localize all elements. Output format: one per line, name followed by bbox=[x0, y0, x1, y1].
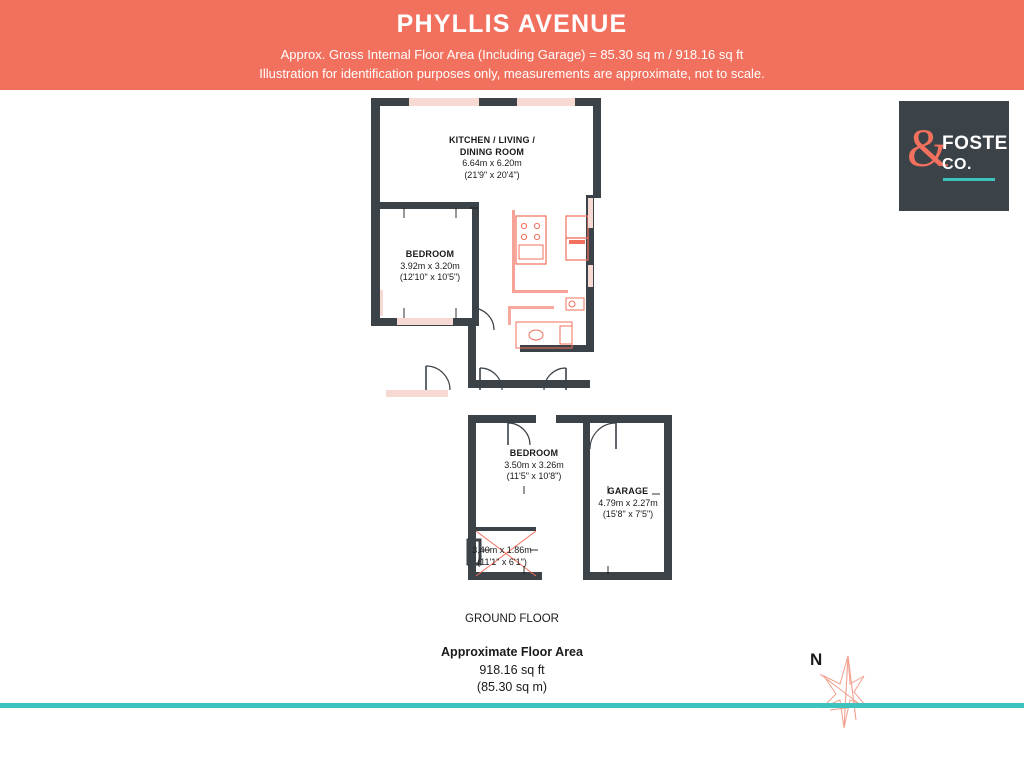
room-metric: 3.40m x 1.86m bbox=[472, 545, 532, 555]
room-metric: 6.64m x 6.20m bbox=[462, 158, 522, 168]
footer-rule bbox=[0, 703, 1024, 708]
room-imperial: (21'9" x 20'4") bbox=[464, 169, 520, 180]
header-subtitle-line2: Illustration for identification purposes only, measurements are approximate, not to scale. bbox=[259, 66, 765, 81]
room-label-bedroom-1 bbox=[375, 249, 485, 284]
room-name-line1: KITCHEN / LIVING / bbox=[448, 135, 536, 145]
floor-plan bbox=[0, 90, 1024, 703]
header-subtitle-line1: Approx. Gross Internal Floor Area (Including Garage) = 85.30 sq m / 918.16 sq ft bbox=[280, 47, 744, 62]
room-metric: 3.92m x 3.20m bbox=[400, 260, 460, 271]
room-name-line1: BEDROOM bbox=[405, 249, 455, 259]
room-metric: 3.50m x 3.26m bbox=[504, 459, 564, 470]
floor-level-label: GROUND FLOOR bbox=[465, 613, 559, 625]
compass-north-label: N bbox=[810, 650, 823, 669]
room-imperial: (12'10" x 10'5") bbox=[399, 272, 461, 282]
logo-name: FOSTER bbox=[942, 133, 1023, 154]
page-title: PHYLLIS AVENUE bbox=[396, 10, 628, 38]
room-imperial: (11'5" x 10'8") bbox=[506, 471, 562, 481]
logo-suffix: CO. bbox=[942, 156, 972, 173]
room-name-line1: BEDROOM bbox=[509, 448, 559, 458]
room-name-line1: GARAGE bbox=[607, 486, 649, 496]
room-label-bedroom-2 bbox=[479, 448, 589, 483]
floor-plan-drawing bbox=[0, 90, 1024, 703]
area-summary-title: Approximate Floor Area bbox=[441, 645, 583, 659]
room-imperial: (11'1" x 6'1") bbox=[477, 556, 527, 567]
header-banner bbox=[0, 0, 1024, 90]
room-label-porch bbox=[447, 545, 557, 568]
area-summary-sqm: (85.30 sq m) bbox=[476, 680, 548, 694]
room-label-kitchen-living-dining bbox=[437, 135, 547, 181]
room-name-line2: DINING ROOM bbox=[459, 146, 525, 157]
room-label-garage bbox=[573, 486, 683, 521]
room-metric: 4.79m x 2.27m bbox=[598, 497, 658, 508]
area-summary-sqft: 918.16 sq ft bbox=[479, 663, 545, 677]
logo-ampersand: & bbox=[907, 118, 950, 178]
room-imperial: (15'8" x 7'5") bbox=[602, 509, 654, 519]
